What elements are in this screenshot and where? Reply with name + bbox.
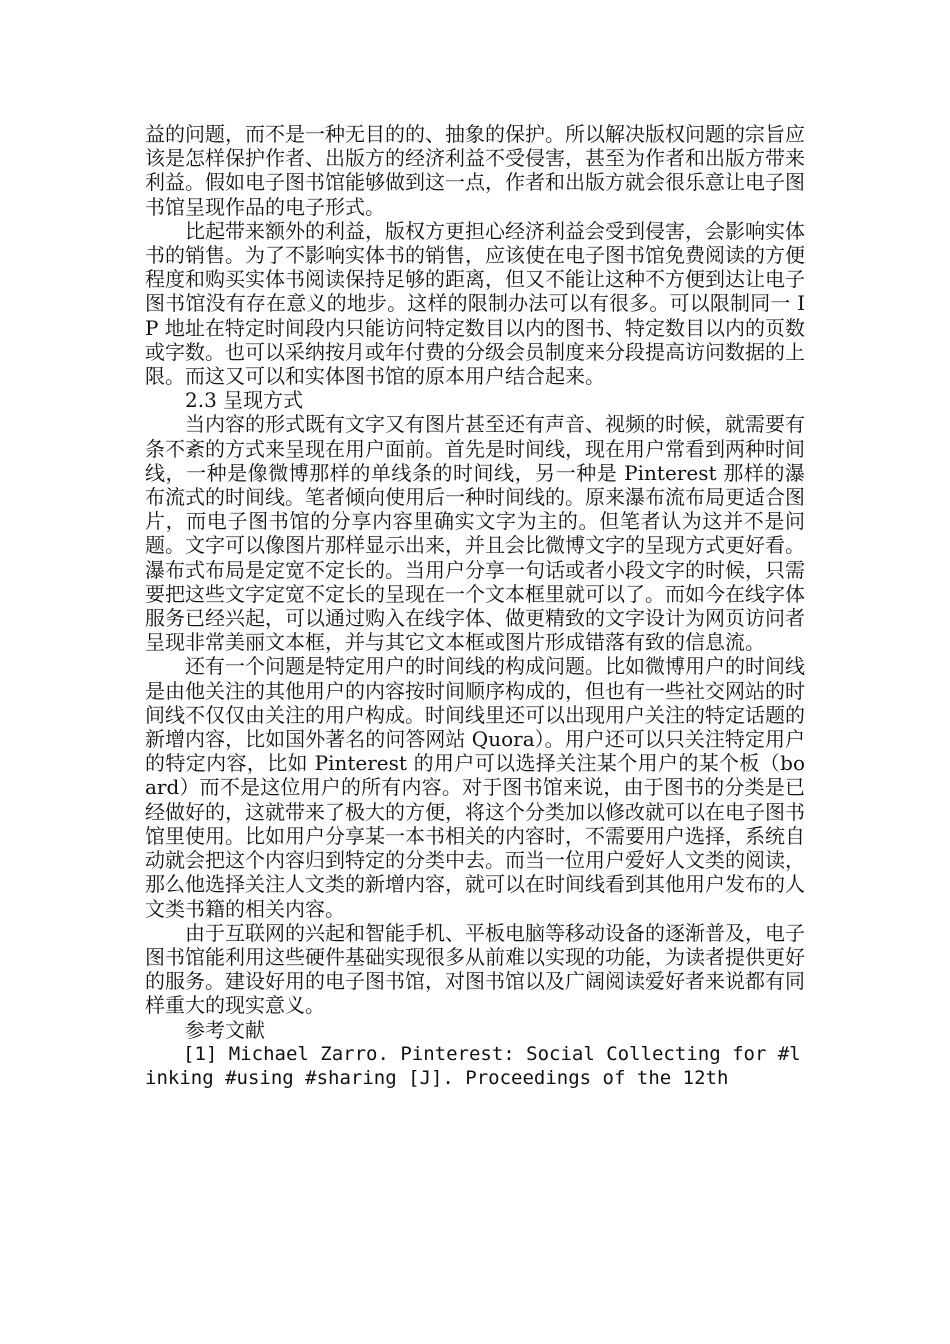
paragraph-conclusion: 由于互联网的兴起和智能手机、平板电脑等移动设备的逐渐普及，电子图书馆能利用这些硬件基础实现很多从前难以实现的功能，为读者提供更好的服务。建设好用的电子图书馆，对图书馆以及广阔阅读爱好者来说都有同样重大的现实意义。	[145, 920, 805, 1018]
paragraph-timeline-composition: 还有一个问题是特定用户的时间线的构成问题。比如微博用户的时间线是由他关注的其他用户的内容按时间顺序构成的，但也有一些社交网站的时间线不仅仅由关注的用户构成。时间线里还可以出现用户关注的特定话题的新增内容，比如国外著名的问答网站 Quora）。用户还可以只关注特定用户的特定内容，比如 Pinterest 的用户可以选择关注某个用户的某个板（board）而不是这位用户的所有内容。对于图书馆来说，由于图书的分类是已经做好的，这就带来了极大的方便，将这个分类加以修改就可以在电子图书馆里使用。比如用户分享某一本书相关的内容时，不需要用户选择，系统自动就会把这个内容归到特定的分类中去。而当一位用户爱好人文类的阅读，那么他选择关注人文类的新增内容，就可以在时间线看到其他用户发布的人文类书籍的相关内容。	[145, 654, 805, 921]
paragraph-copyright-intro: 益的问题，而不是一种无目的的、抽象的保护。所以解决版权问题的宗旨应该是怎样保护作者、出版方的经济利益不受侵害，甚至为作者和出版方带来利益。假如电子图书馆能够做到这一点，作者和出版方就会很乐意让电子图书馆呈现作品的电子形式。	[145, 122, 805, 219]
paragraph-timeline-layout: 当内容的形式既有文字又有图片甚至还有声音、视频的时候，就需要有条不紊的方式来呈现在用户面前。首先是时间线，现在用户常看到两种时间线，一种是像微博那样的单线条的时间线，另一种是 Pinterest 那样的瀑布流式的时间线。笔者倾向使用后一种时间线的。原来瀑布流布局更适合图片，而电子图书馆的分享内容里确实文字为主的。但笔者认为这并不是问题。文字可以像图片那样显示出来，并且会比微博文字的呈现方式更好看。瀑布式布局是定宽不定长的。当用户分享一句话或者小段文字的时候，只需要把这些文字定宽不定长的呈现在一个文本框里就可以了。而如今在线字体服务已经兴起，可以通过购入在线字体、做更精致的文字设计为网页访问者呈现非常美丽文本框，并与其它文本框或图片形成错落有致的信息流。	[145, 412, 805, 655]
reference-item: [1] Michael Zarro. Pinterest: Social Collecting for #linking #using #sharing [J]. Proceedings of the 12th	[145, 1042, 801, 1089]
references-heading: 参考文献	[185, 1017, 265, 1042]
document-page	[145, 122, 805, 1090]
paragraph-copyright-limits: 比起带来额外的利益，版权方更担心经济利益会受到侵害，会影响实体书的销售。为了不影响实体书的销售，应该使在电子图书馆免费阅读的方便程度和购买实体书阅读保持足够的距离，但又不能让这种不方便到达让电子图书馆没有存在意义的地步。这样的限制办法可以有很多。可以限制同一 IP 地址在特定时间段内只能访问特定数目以内的图书、特定数目以内的页数或字数。也可以采纳按月或年付费的分级会员制度来分段提高访问数据的上限。而这又可以和实体图书馆的原本用户结合起来。	[145, 218, 805, 389]
section-heading: 2.3 呈现方式	[185, 388, 304, 413]
